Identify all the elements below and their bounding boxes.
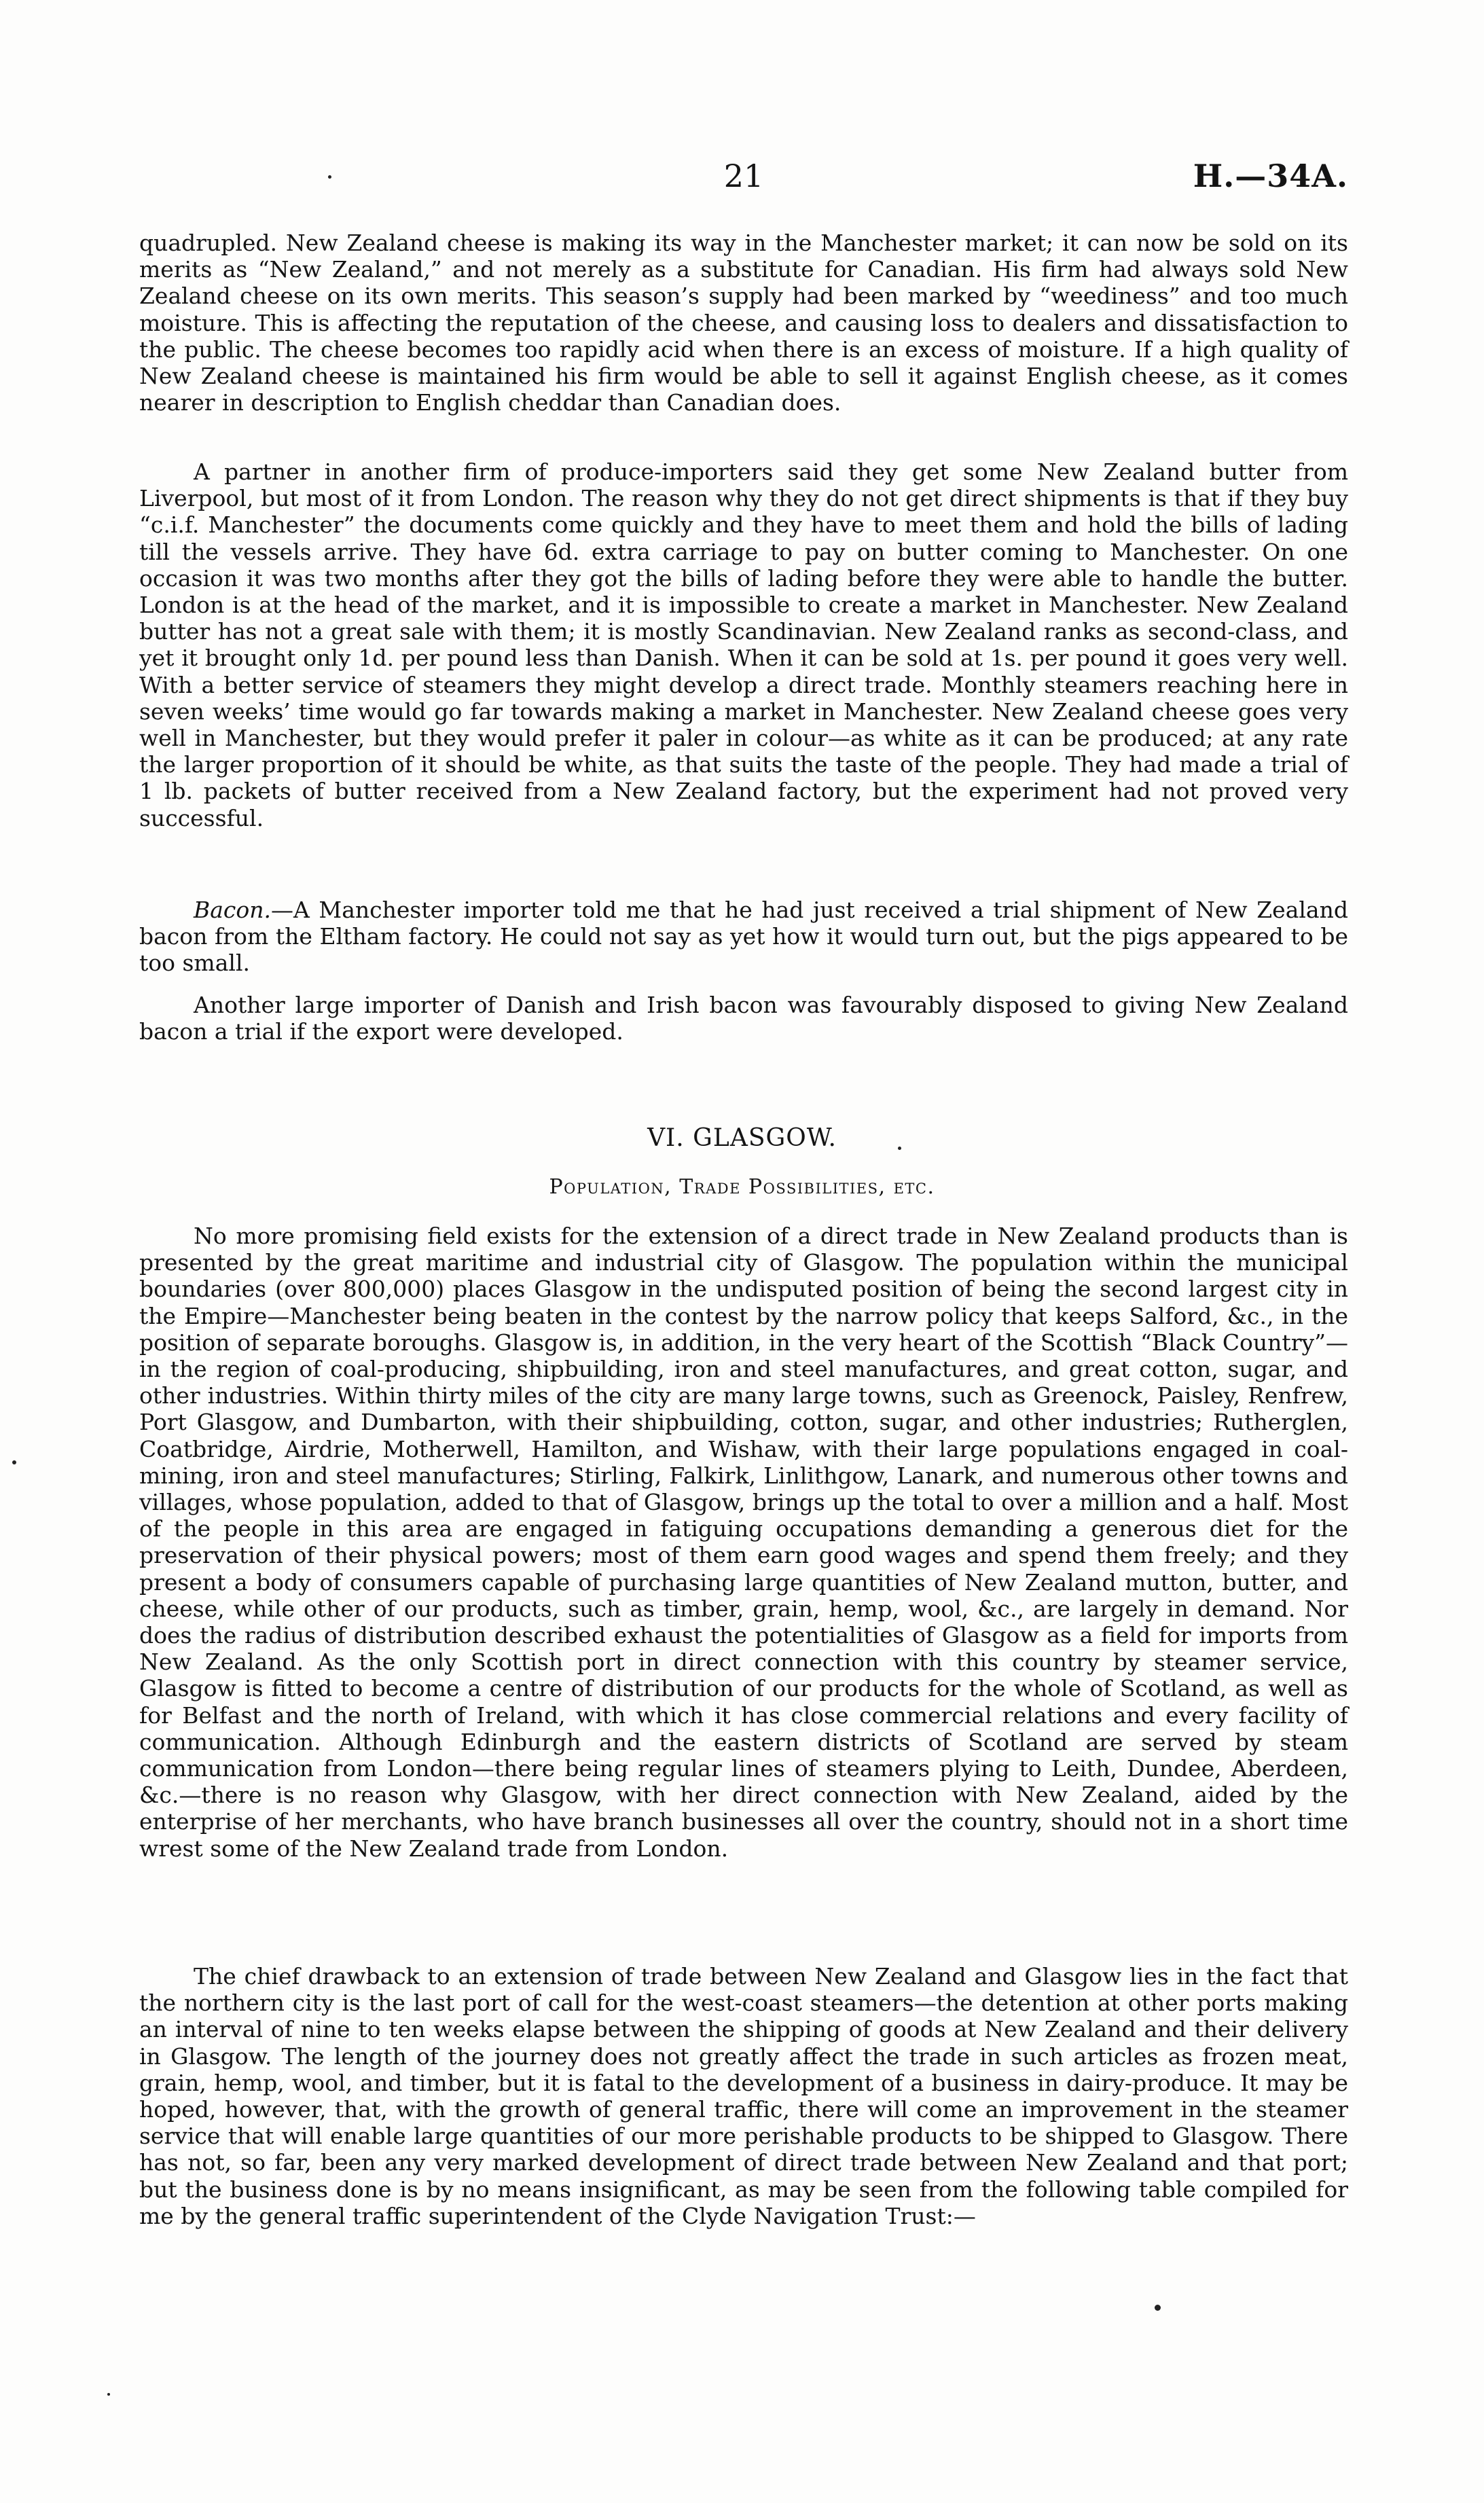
paragraph-text bbox=[139, 897, 1348, 977]
paragraph-glasgow-field bbox=[139, 1223, 1348, 1862]
paragraph-bacon bbox=[139, 897, 1348, 977]
paragraph-text: A partner in another firm of produce-importers said they get some New Zealand butter from Liverpool, but most of it from London. The reason why they do not get direct shipments is that if they buy “c.i.f. Manchester” the documents come quickly and they have to meet them and hold the bills of lading till the vessels arrive. They have 6d. extra carriage to pay on butter coming to Manchester. On one occasion it was two months after they got the bills of lading before they were able to handle the butter. London is at the head of the market, and it is impossible to create a market in Manchester. New Zealand butter has not a great sale with them; it is mostly Scandinavian. New Zealand ranks as second-class, and yet it brought only 1d. per pound less than Danish. When it can be sold at 1s. per pound it goes very well. With a better service of steamers they might develop a direct trade. Monthly steamers reaching here in seven weeks’ time would go far towards making a market in Manchester. New Zealand cheese goes very well in Manchester, but they would prefer it paler in colour—as white as it can be produced; at any rate the larger proportion of it should be white, as that suits the taste of the people. They had made a trial of 1 lb. packets of butter received from a New Zealand factory, but the experiment had not proved very successful. bbox=[139, 458, 1348, 831]
paragraph-text: The chief drawback to an extension of trade between New Zealand and Glasgow lies in the fact that the northern city is the last port of call for the west-coast steamers—the detention at other ports making an interval of nine to ten weeks elapse between the shipping of goods at New Zealand and their delivery in Glasgow. The length of the journey does not greatly affect the trade in such articles as frozen meat, grain, hemp, wool, and timber, but it is fatal to the development of a business in dairy-produce. It may be hoped, however, that, with the growth of general traffic, there will come an improvement in the steamer service that will enable large quantities of our more perishable products to be shipped to Glasgow. There has not, so far, been any very marked development of direct trade between New Zealand and that port; but the business done is by no means insignificant, as may be seen from the following table compiled for me by the general traffic superintendent of the Clyde Navigation Trust:— bbox=[139, 1963, 1348, 2229]
scan-speck bbox=[12, 1460, 16, 1464]
paragraph-text: quadrupled. New Zealand cheese is making its way in the Manchester market; it can now be sold on its merits as “New Zealand,” and not merely as a substitute for Canadian. His firm had always sold New Zealand cheese on its own merits. This season’s supply had been marked by “weediness” and too much moisture. This is affecting the reputation of the cheese, and causing loss to dealers and dissatisfaction to the public. The cheese becomes too rapidly acid when there is an excess of moisture. If a high quality of New Zealand cheese is maintained his firm would be able to sell it against English cheese, as it comes nearer in description to English cheddar than Canadian does. bbox=[139, 230, 1348, 416]
paragraph-text: No more promising field exists for the extension of a direct trade in New Zealand products than is presented by the great maritime and industrial city of Glasgow. The population within the municipal boundaries (over 800,000) places Glasgow in the undisputed position of being the second largest city in the Empire—Manchester being beaten in the contest by the narrow policy that keeps Salford, &c., in the position of separate boroughs. Glasgow is, in addition, in the very heart of the Scottish “Black Country”—in the region of coal-producing, shipbuilding, iron and steel manufactures, and great cotton, sugar, and other industries. Within thirty miles of the city are many large towns, such as Greenock, Paisley, Renfrew, Port Glasgow, and Dumbarton, with their shipbuilding, cotton, sugar, and other industries; Rutherglen, Coatbridge, Airdrie, Motherwell, Hamilton, and Wishaw, with their large populations engaged in coal-mining, iron and steel manufactures; Stirling, Falkirk, Linlithgow, Lanark, and numerous other towns and villages, whose population, added to that of Glasgow, brings up the total to over a million and a half. Most of the people in this area are engaged in fatiguing occupations demanding a generous diet for the preservation of their physical powers; most of them earn good wages and spend them freely; and they present a body of consumers capable of purchasing large quantities of New Zealand mutton, butter, and cheese, while other of our products, such as timber, grain, hemp, wool, &c., are largely in demand. Nor does the radius of distribution described exhaust the potentialities of Glasgow as a field for imports from New Zealand. As the only Scottish port in direct connection with this country by steamer service, Glasgow is fitted to become a centre of distribution of our products for the whole of Scotland, as well as for Belfast and the north of Ireland, with which it has close commercial relations and every facility of communication. Although Edinburgh and the eastern districts of Scotland are served by steam communication from London—there being regular lines of steamers plying to Leith, Dundee, Aberdeen, &c.—there is no reason why Glasgow, with her direct connection with New Zealand, aided by the enterprise of her merchants, who have branch businesses all over the country, should not in a short time wrest some of the New Zealand trade from London. bbox=[139, 1223, 1348, 1862]
section-subtitle: Population, Trade Possibilities, etc. bbox=[549, 1175, 935, 1199]
scan-speck bbox=[1155, 2305, 1161, 2311]
bacon-text: —A Manchester importer told me that he had just received a trial shipment of New Zealand bacon from the Eltham factory. He could not say as yet how it would turn out, but the pigs appeared to be too small. bbox=[139, 897, 1348, 977]
page-number: 21 bbox=[723, 158, 764, 194]
paragraph-produce-importers bbox=[139, 458, 1348, 831]
scan-speck bbox=[328, 175, 331, 179]
paragraph-danish-irish-bacon bbox=[139, 992, 1348, 1045]
paragraph-glasgow-drawback bbox=[139, 1963, 1348, 2229]
scan-speck bbox=[898, 1147, 901, 1150]
section-title: VI. GLASGOW. bbox=[647, 1124, 837, 1152]
page-header bbox=[139, 158, 1348, 198]
document-reference: H.—34A. bbox=[1193, 158, 1348, 194]
scan-speck bbox=[107, 2393, 110, 2396]
paragraph-text: Another large importer of Danish and Irish bacon was favourably disposed to giving New Zealand bacon a trial if the export were developed. bbox=[139, 992, 1348, 1045]
paragraph-cheese-continuation bbox=[139, 230, 1348, 416]
bacon-label: Bacon. bbox=[194, 897, 272, 923]
